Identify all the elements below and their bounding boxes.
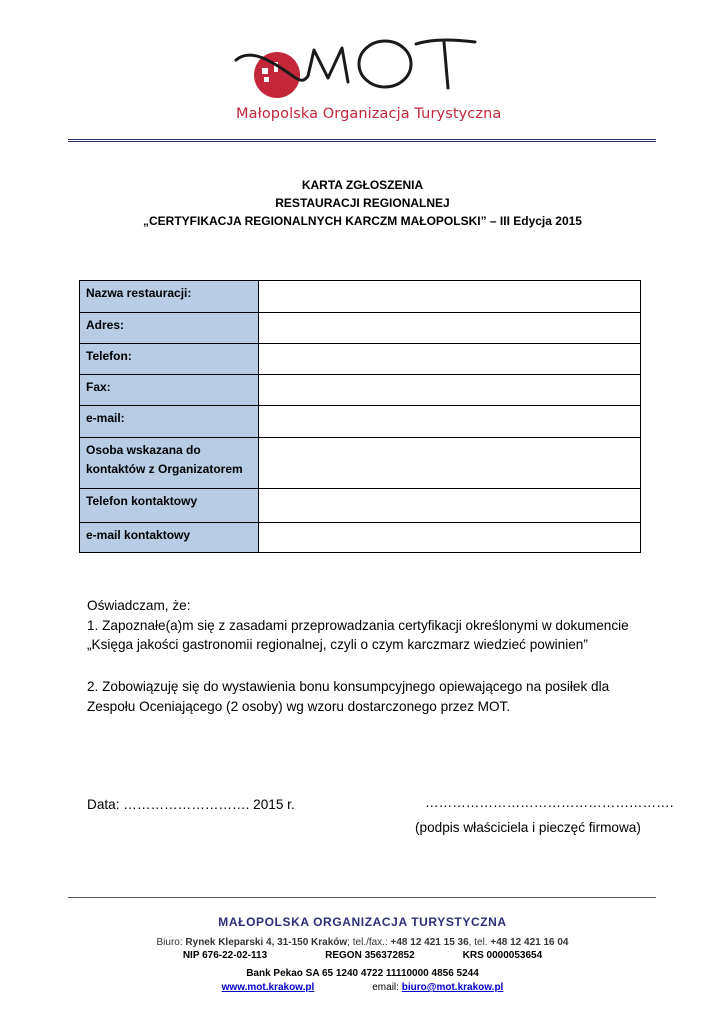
fax-field[interactable]: [259, 375, 641, 406]
footer-nip: NIP 676-22-02-113: [182, 950, 268, 961]
declaration-point-2-line-1: 2. Zobowiązuję się do wystawienia bonu konsumpcyjnego opiewającego na posiłek dla: [87, 679, 610, 694]
form-row-fax: [80, 375, 641, 406]
footer-telfax: +48 12 421 15 36: [390, 937, 469, 948]
declaration-point-2: [87, 677, 609, 716]
form-label: Osoba wskazana do kontaktów z Organizatorem: [80, 438, 259, 489]
application-form-table: [79, 280, 641, 553]
form-row-phone: [80, 344, 641, 375]
footer-rule: [68, 897, 656, 898]
footer-tel: +48 12 421 16 04: [490, 937, 569, 948]
form-label: Telefon kontaktowy: [80, 489, 259, 523]
website-link[interactable]: www.mot.krakow.pl: [221, 982, 315, 993]
footer-organization: MAŁOPOLSKA ORGANIZACJA TURYSTYCZNA: [218, 915, 507, 929]
phone-field[interactable]: [259, 344, 641, 375]
declaration-point-1-line-1: 1. Zapoznałe(a)m się z zasadami przeprowadzania certyfikacji określonymi w dokumencie: [87, 617, 629, 633]
footer-telfax-label: ; tel./fax.:: [347, 937, 388, 948]
heading-line-2: RESTAURACJI REGIONALNEJ: [275, 196, 450, 210]
footer-registry-line: [0, 950, 725, 961]
footer-krs: KRS 0000053654: [462, 950, 543, 961]
address-field[interactable]: [259, 313, 641, 344]
contact-email-field[interactable]: [259, 523, 641, 553]
contact-phone-field[interactable]: [259, 489, 641, 523]
footer-email-label: email:: [372, 982, 399, 993]
header-rule: [68, 139, 656, 142]
form-row-contact-email: [80, 523, 641, 553]
restaurant-name-field[interactable]: [259, 281, 641, 313]
footer-address: Rynek Kleparski 4, 31-150 Kraków: [185, 937, 348, 948]
form-row-contact-person: [80, 438, 641, 489]
form-label: Nazwa restauracji:: [80, 281, 259, 313]
declaration-point-1-line-2: „Księga jakości gastronomii regionalnej, czyli o czym karczmarz wiedzieć powinien”: [87, 637, 588, 652]
footer-biuro-label: Biuro:: [156, 937, 183, 948]
declaration-block: [87, 596, 629, 655]
logo-letter-o: [359, 41, 411, 87]
declaration-intro: Oświadczam, że:: [87, 598, 191, 613]
footer-links-line: [0, 982, 725, 993]
form-row-address: [80, 313, 641, 344]
footer-bank: Bank Pekao SA 65 1240 4722 11110000 4856 5244: [246, 968, 479, 979]
email-field[interactable]: [259, 406, 641, 438]
form-row-restaurant-name: [80, 281, 641, 313]
form-label: e-mail kontaktowy: [80, 523, 259, 553]
document-heading: [0, 176, 725, 230]
heading-line-3: „CERTYFIKACJA REGIONALNYCH KARCZM MAŁOPOLSKI” – III Edycja 2015: [143, 214, 582, 228]
footer-regon: REGON 356372852: [325, 950, 415, 961]
contact-person-field[interactable]: [259, 438, 641, 489]
form-row-email: [80, 406, 641, 438]
form-label: Telefon:: [80, 344, 259, 375]
heading-line-1: KARTA ZGŁOSZENIA: [301, 178, 424, 192]
form-label: Fax:: [80, 375, 259, 406]
logo-letter-t: [416, 40, 475, 88]
email-link[interactable]: biuro@mot.krakow.pl: [401, 982, 504, 993]
footer-tel-label: , tel.: [468, 937, 488, 948]
signature-line: ……………………………………………….: [425, 795, 674, 810]
logo-subtitle: Małopolska Organizacja Turystyczna: [236, 106, 502, 122]
form-label: Adres:: [80, 313, 259, 344]
form-row-contact-phone: [80, 489, 641, 523]
form-label: e-mail:: [80, 406, 259, 438]
date-line: Data: ………………………. 2015 r.: [87, 797, 295, 812]
footer-contact-line: [0, 937, 725, 948]
signature-caption: (podpis właściciela i pieczęć firmowa): [415, 820, 641, 835]
declaration-point-2-line-2: Zespołu Oceniającego (2 osoby) wg wzoru dostarczonego przez MOT.: [87, 698, 511, 714]
